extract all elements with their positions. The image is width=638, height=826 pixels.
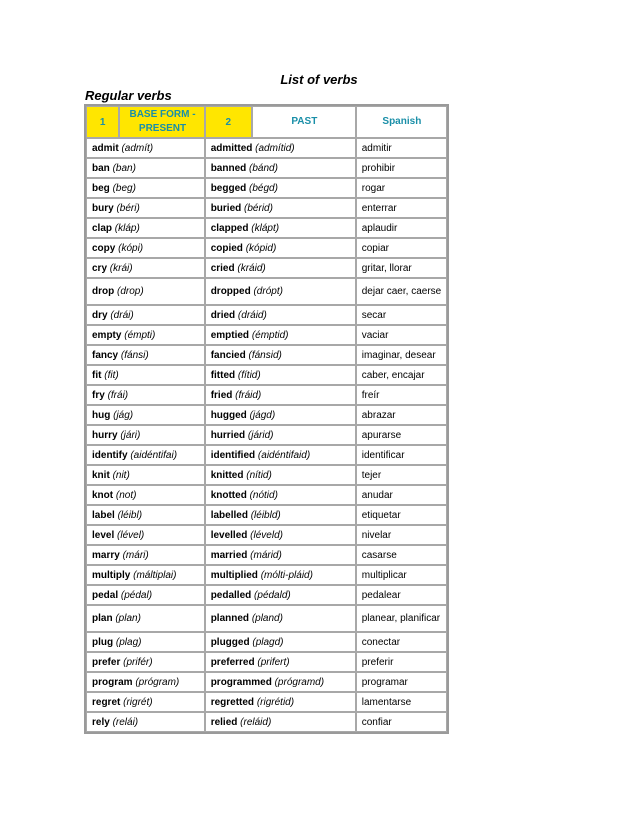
base-verb: label — [92, 509, 115, 521]
table-row — [86, 585, 447, 605]
past-form-cell — [205, 238, 356, 258]
spanish-translation: programar — [356, 672, 447, 692]
spanish-translation: secar — [356, 305, 447, 325]
past-pronunciation: (márid) — [250, 549, 282, 561]
spanish-translation: casarse — [356, 545, 447, 565]
base-verb: marry — [92, 549, 120, 561]
spanish-translation: planear, planificar — [356, 605, 447, 632]
past-pronunciation: (fánsid) — [248, 349, 282, 361]
table-row — [86, 445, 447, 465]
past-pronunciation: (drópt) — [253, 286, 283, 297]
past-pronunciation: (émptid) — [251, 329, 289, 341]
past-form-cell — [205, 385, 356, 405]
table-row — [86, 198, 447, 218]
base-form-cell — [86, 465, 205, 485]
table-row — [86, 345, 447, 365]
base-form-cell — [86, 692, 205, 712]
past-pronunciation: (admítid) — [255, 142, 295, 154]
past-verb: hurried — [210, 429, 246, 441]
past-verb: knitted — [210, 469, 244, 481]
column-header-past: PAST — [252, 106, 356, 138]
base-verb: pedal — [92, 589, 119, 601]
base-form-cell — [86, 238, 205, 258]
base-form-cell — [86, 632, 205, 652]
spanish-translation: imaginar, desear — [356, 345, 447, 365]
spanish-translation: identificar — [356, 445, 447, 465]
past-pronunciation: (mólti-pláid) — [260, 569, 313, 581]
spanish-translation: copiar — [356, 238, 447, 258]
spanish-translation: vaciar — [356, 325, 447, 345]
base-form-cell — [86, 365, 205, 385]
base-pronunciation: (rigrét) — [123, 696, 153, 708]
spanish-translation: anudar — [356, 485, 447, 505]
past-form-cell — [205, 218, 356, 238]
base-verb: level — [92, 529, 115, 541]
table-row — [86, 652, 447, 672]
base-form-cell — [86, 485, 205, 505]
column-header-base-form: BASE FORM - PRESENT — [119, 106, 204, 138]
base-verb: ban — [92, 162, 110, 174]
past-pronunciation: (reláid) — [240, 716, 272, 728]
past-verb: dried — [210, 309, 236, 321]
base-pronunciation: (prifér) — [123, 656, 153, 668]
base-pronunciation: (admít) — [121, 142, 154, 154]
base-form-cell — [86, 305, 205, 325]
past-pronunciation: (léveld) — [250, 529, 283, 541]
base-form-cell — [86, 218, 205, 238]
table-row — [86, 178, 447, 198]
base-verb: fit — [92, 369, 102, 381]
past-verb: fitted — [210, 369, 236, 381]
past-form-cell — [205, 345, 356, 365]
past-verb: pedalled — [210, 589, 252, 601]
base-pronunciation: (béri) — [116, 202, 140, 214]
past-pronunciation: (klápt) — [251, 222, 280, 234]
base-pronunciation: (drái) — [110, 309, 134, 321]
base-pronunciation: (not) — [115, 489, 137, 501]
document-title: List of verbs — [280, 72, 358, 87]
table-row — [86, 325, 447, 345]
past-pronunciation: (prógramd) — [274, 676, 325, 688]
past-pronunciation: (bégd) — [249, 182, 278, 194]
past-pronunciation: (kópid) — [245, 242, 277, 254]
base-pronunciation: (léibl) — [117, 509, 143, 521]
base-pronunciation: (prógram) — [135, 676, 180, 688]
column-number-1: 1 — [86, 106, 119, 138]
base-verb: regret — [92, 696, 121, 708]
past-pronunciation: (dráid) — [237, 309, 267, 321]
base-form-cell — [86, 138, 205, 158]
base-form-cell — [86, 652, 205, 672]
past-form-cell — [205, 672, 356, 692]
base-verb: hug — [92, 409, 111, 421]
past-pronunciation: (járid) — [247, 429, 274, 441]
spanish-translation: abrazar — [356, 405, 447, 425]
past-form-cell — [205, 258, 356, 278]
past-verb: cried — [210, 262, 235, 274]
spanish-translation: caber, encajar — [356, 365, 447, 385]
past-form-cell — [205, 565, 356, 585]
past-form-cell — [205, 632, 356, 652]
base-form-cell — [86, 405, 205, 425]
base-form-cell — [86, 158, 205, 178]
past-pronunciation: (aidéntifaid) — [257, 449, 311, 461]
past-verb: multiplied — [210, 569, 258, 581]
spanish-translation: pedalear — [356, 585, 447, 605]
base-form-cell — [86, 712, 205, 732]
past-verb: labelled — [210, 509, 248, 521]
past-pronunciation: (fráid) — [235, 389, 262, 401]
past-form-cell — [205, 545, 356, 565]
base-verb: hurry — [92, 429, 118, 441]
base-form-cell — [86, 385, 205, 405]
table-row — [86, 692, 447, 712]
past-form-cell — [205, 485, 356, 505]
spanish-translation: multiplicar — [356, 565, 447, 585]
base-pronunciation: (frái) — [107, 389, 129, 401]
table-row — [86, 465, 447, 485]
past-pronunciation: (pland) — [251, 613, 283, 624]
base-pronunciation: (plag) — [115, 636, 142, 648]
base-verb: program — [92, 676, 133, 688]
table-row — [86, 425, 447, 445]
table-row — [86, 365, 447, 385]
past-form-cell — [205, 198, 356, 218]
table-row — [86, 218, 447, 238]
base-pronunciation: (mári) — [122, 549, 149, 561]
spanish-translation: tejer — [356, 465, 447, 485]
spanish-translation: gritar, llorar — [356, 258, 447, 278]
base-verb: dry — [92, 309, 108, 321]
base-verb: rely — [92, 716, 110, 728]
past-form-cell — [205, 652, 356, 672]
base-pronunciation: (fit) — [104, 369, 119, 381]
base-form-cell — [86, 425, 205, 445]
spanish-translation: confiar — [356, 712, 447, 732]
past-form-cell — [205, 585, 356, 605]
base-pronunciation: (krái) — [109, 262, 133, 274]
spanish-translation: apurarse — [356, 425, 447, 445]
past-form-cell — [205, 325, 356, 345]
base-pronunciation: (jág) — [113, 409, 134, 421]
base-form-cell — [86, 585, 205, 605]
table-header-row — [86, 106, 447, 138]
past-pronunciation: (léibld) — [250, 509, 281, 521]
base-verb: cry — [92, 262, 108, 274]
past-verb: regretted — [210, 696, 255, 708]
base-pronunciation: (kópi) — [118, 242, 144, 254]
base-form-cell — [86, 445, 205, 465]
past-verb: planned — [210, 613, 250, 624]
spanish-translation: freír — [356, 385, 447, 405]
base-pronunciation: (beg) — [112, 182, 136, 194]
past-verb: married — [210, 549, 248, 561]
table-row — [86, 405, 447, 425]
past-verb: dropped — [210, 286, 251, 297]
past-form-cell — [205, 505, 356, 525]
past-pronunciation: (bérid) — [244, 202, 273, 214]
past-verb: fried — [210, 389, 233, 401]
past-pronunciation: (nítid) — [246, 469, 272, 481]
table-row — [86, 305, 447, 325]
past-pronunciation: (prifert) — [257, 656, 290, 668]
past-form-cell — [205, 138, 356, 158]
table-row — [86, 258, 447, 278]
base-form-cell — [86, 505, 205, 525]
base-verb: prefer — [92, 656, 121, 668]
past-verb: clapped — [210, 222, 249, 234]
base-pronunciation: (pédal) — [120, 589, 153, 601]
past-form-cell — [205, 445, 356, 465]
table-row — [86, 385, 447, 405]
past-verb: levelled — [210, 529, 248, 541]
table-row — [86, 712, 447, 732]
spanish-translation: etiquetar — [356, 505, 447, 525]
past-verb: admitted — [210, 142, 253, 154]
table-row — [86, 565, 447, 585]
past-verb: emptied — [210, 329, 250, 341]
past-verb: plugged — [210, 636, 250, 648]
base-verb: empty — [92, 329, 122, 341]
past-verb: relied — [210, 716, 238, 728]
base-pronunciation: (jári) — [120, 429, 141, 441]
table-row — [86, 672, 447, 692]
base-pronunciation: (émpti) — [124, 329, 156, 341]
base-pronunciation: (lével) — [117, 529, 145, 541]
base-pronunciation: (aidéntifai) — [130, 449, 178, 461]
base-verb: drop — [92, 286, 115, 297]
past-form-cell — [205, 605, 356, 632]
past-pronunciation: (fítid) — [237, 369, 261, 381]
past-form-cell — [205, 465, 356, 485]
base-form-cell — [86, 278, 205, 305]
table-row — [86, 605, 447, 632]
spanish-translation: preferir — [356, 652, 447, 672]
base-verb: identify — [92, 449, 128, 461]
base-verb: knot — [92, 489, 114, 501]
base-verb: plan — [92, 613, 113, 624]
past-verb: programmed — [210, 676, 272, 688]
past-form-cell — [205, 425, 356, 445]
past-verb: begged — [210, 182, 247, 194]
verbs-table — [84, 104, 449, 734]
table-row — [86, 138, 447, 158]
base-verb: admit — [92, 142, 119, 154]
past-verb: buried — [210, 202, 242, 214]
base-pronunciation: (nit) — [112, 469, 130, 481]
base-verb: fancy — [92, 349, 119, 361]
table-row — [86, 505, 447, 525]
base-pronunciation: (relái) — [112, 716, 139, 728]
base-pronunciation: (fánsi) — [120, 349, 149, 361]
past-form-cell — [205, 692, 356, 712]
table-row — [86, 485, 447, 505]
base-pronunciation: (máltiplai) — [133, 569, 177, 581]
table-row — [86, 545, 447, 565]
base-verb: plug — [92, 636, 114, 648]
section-title: Regular verbs — [85, 88, 172, 103]
base-form-cell — [86, 345, 205, 365]
past-verb: copied — [210, 242, 243, 254]
base-verb: clap — [92, 222, 113, 234]
past-verb: knotted — [210, 489, 247, 501]
base-verb: knit — [92, 469, 110, 481]
base-verb: beg — [92, 182, 110, 194]
column-number-2: 2 — [205, 106, 252, 138]
table-row — [86, 238, 447, 258]
past-verb: identified — [210, 449, 256, 461]
past-form-cell — [205, 365, 356, 385]
spanish-translation: enterrar — [356, 198, 447, 218]
base-form-cell — [86, 198, 205, 218]
spanish-translation: admitir — [356, 138, 447, 158]
past-verb: fancied — [210, 349, 246, 361]
base-pronunciation: (ban) — [112, 162, 136, 174]
past-verb: preferred — [210, 656, 255, 668]
base-form-cell — [86, 178, 205, 198]
past-verb: banned — [210, 162, 247, 174]
spanish-translation: prohibir — [356, 158, 447, 178]
spanish-translation: rogar — [356, 178, 447, 198]
base-verb: multiply — [92, 569, 131, 581]
past-pronunciation: (kráid) — [237, 262, 266, 274]
past-form-cell — [205, 278, 356, 305]
past-pronunciation: (nótid) — [249, 489, 278, 501]
table-row — [86, 525, 447, 545]
past-verb: hugged — [210, 409, 247, 421]
past-pronunciation: (pédald) — [254, 589, 291, 601]
base-form-cell — [86, 565, 205, 585]
spanish-translation: dejar caer, caerse — [356, 278, 447, 305]
base-pronunciation: (drop) — [117, 286, 144, 297]
spanish-translation: lamentarse — [356, 692, 447, 712]
base-pronunciation: (plan) — [115, 613, 141, 624]
table-row — [86, 278, 447, 305]
base-form-cell — [86, 672, 205, 692]
column-header-spanish: Spanish — [356, 106, 447, 138]
base-form-cell — [86, 605, 205, 632]
spanish-translation: conectar — [356, 632, 447, 652]
base-form-cell — [86, 258, 205, 278]
past-form-cell — [205, 158, 356, 178]
base-form-cell — [86, 545, 205, 565]
spanish-translation: nivelar — [356, 525, 447, 545]
past-form-cell — [205, 178, 356, 198]
past-form-cell — [205, 525, 356, 545]
past-form-cell — [205, 305, 356, 325]
past-pronunciation: (jágd) — [249, 409, 276, 421]
base-form-cell — [86, 525, 205, 545]
base-pronunciation: (kláp) — [114, 222, 140, 234]
base-verb: copy — [92, 242, 116, 254]
base-verb: fry — [92, 389, 105, 401]
table-row — [86, 632, 447, 652]
past-form-cell — [205, 712, 356, 732]
past-pronunciation: (plagd) — [252, 636, 284, 648]
past-form-cell — [205, 405, 356, 425]
spanish-translation: aplaudir — [356, 218, 447, 238]
past-pronunciation: (rigrétid) — [256, 696, 295, 708]
base-verb: bury — [92, 202, 114, 214]
base-form-cell — [86, 325, 205, 345]
past-pronunciation: (bánd) — [249, 162, 278, 174]
table-row — [86, 158, 447, 178]
